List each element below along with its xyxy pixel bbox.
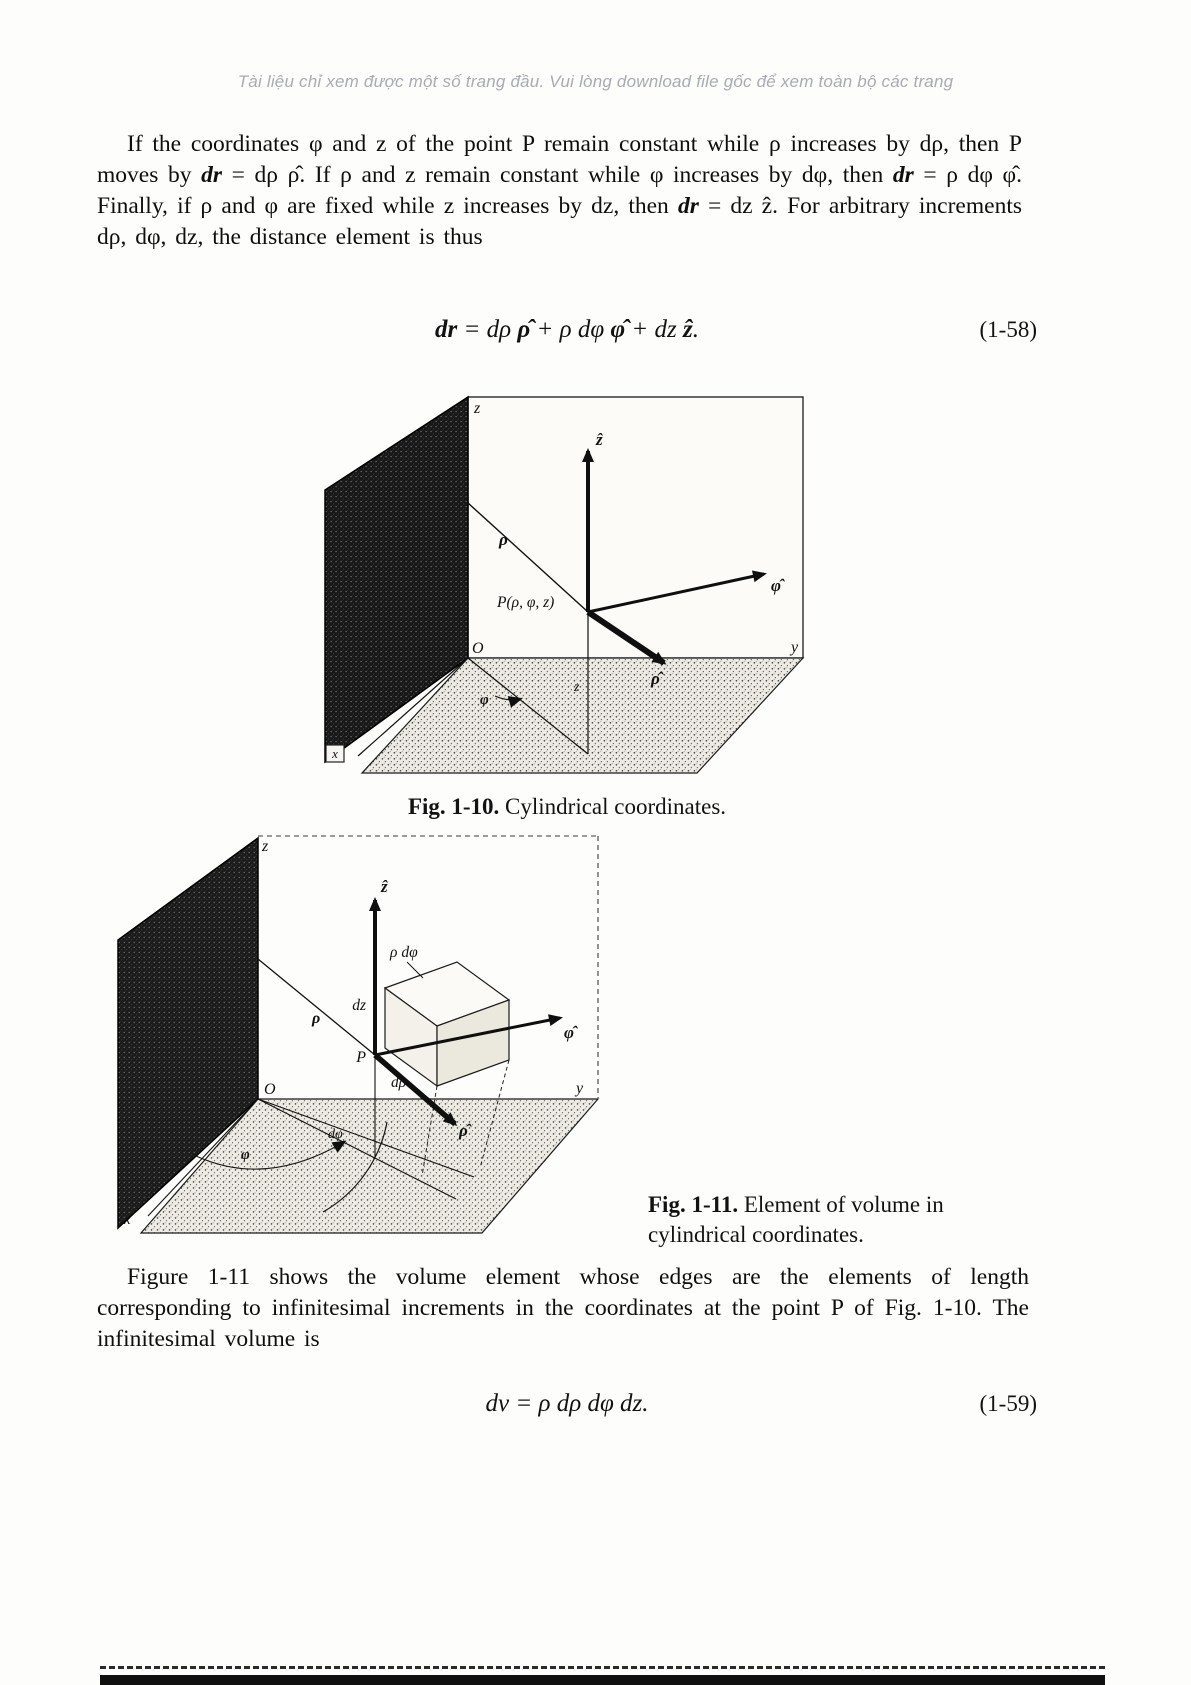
fig111-x-axis-label: x bbox=[124, 1212, 131, 1228]
equation-1-58-body bbox=[435, 316, 699, 343]
equation-1-58-rhohat: ρ̂ bbox=[517, 316, 531, 343]
equation-1-58-period: . bbox=[692, 316, 699, 343]
fig111-rho-label: ρ bbox=[312, 1010, 321, 1027]
equation-1-59-number: (1-59) bbox=[979, 1391, 1037, 1416]
fig110-point-p-label: P(ρ, φ, z) bbox=[497, 594, 555, 611]
fig111-point-p-label: P bbox=[356, 1049, 366, 1066]
paragraph-volume-element: Figure 1-11 shows the volume element whose edges are the elements of length corresponding to infinitesimal increments in the coordinates at the point P of Fig. 1-10. The infinitesimal volume is bbox=[97, 1264, 1029, 1352]
paragraph-intro-seg1: If the coordinates φ and z of the point P remain constant while ρ increases by dρ, then P moves by bbox=[97, 131, 1022, 188]
figure-1-10-caption-text: Cylindrical coordinates. bbox=[505, 794, 727, 819]
fig110-z-hat-label: ẑ bbox=[596, 430, 603, 449]
figure-1-11-caption-text1: Element of volume in bbox=[743, 1192, 944, 1217]
paragraph-intro-seg4: = dz ẑ. For arbitrary increments dρ, dφ, dz, the distance element is thus bbox=[97, 193, 1022, 250]
fig111-origin-label: O bbox=[264, 1081, 276, 1098]
figure-1-11-caption-line2: cylindrical coordinates. bbox=[648, 1222, 864, 1247]
figure-1-11-volume-element bbox=[108, 826, 653, 1251]
figure-1-11-caption bbox=[648, 1190, 1048, 1250]
fig110-phi-hat-label: φ̂ bbox=[771, 576, 781, 595]
fig110-x-axis-label: x bbox=[332, 746, 338, 761]
equation-1-58-dr: dr bbox=[435, 316, 458, 343]
equation-1-58-mid3: + dz bbox=[625, 316, 683, 343]
fig110-phi-angle-label: φ bbox=[480, 692, 489, 708]
figure-1-10-caption-label: Fig. 1-10. bbox=[407, 794, 500, 819]
figure-1-11-caption-label: Fig. 1-11. bbox=[648, 1192, 739, 1217]
paragraph-intro-seg2: = dρ ρ̂. If ρ and z remain constant while φ increases by dφ, then bbox=[222, 162, 893, 188]
page-bottom-dashed-line bbox=[100, 1666, 1105, 1669]
fig110-z-height-label: z bbox=[574, 680, 580, 695]
page-bottom-black-bar bbox=[100, 1675, 1105, 1685]
equation-1-58-zhat: ẑ bbox=[682, 316, 693, 343]
equation-1-58-phihat: φ̂ bbox=[610, 316, 626, 343]
fig111-dz-label: dz bbox=[352, 997, 366, 1014]
equation-1-58-mid1: = dρ bbox=[457, 316, 518, 343]
figure-1-11-caption-line1 bbox=[648, 1190, 1048, 1220]
fig111-y-axis-label: y bbox=[576, 1080, 584, 1097]
equation-1-59 bbox=[97, 1390, 1037, 1418]
paragraph-intro-dr-1: dr bbox=[201, 162, 223, 188]
equation-1-59-dv: dv bbox=[485, 1390, 510, 1417]
preview-watermark-text: Tài liệu chỉ xem được một số trang đầu. Vui lòng download file gốc để xem toàn bộ các trang bbox=[237, 72, 954, 91]
figure-1-10-caption bbox=[97, 794, 1037, 820]
fig111-z-axis-label: z bbox=[262, 838, 269, 855]
equation-1-58-mid2: + ρ dφ bbox=[530, 316, 611, 343]
fig111-z-hat-label: ẑ bbox=[381, 877, 388, 896]
fig110-z-axis-label: z bbox=[474, 400, 481, 417]
fig110-rho-label: ρ bbox=[499, 530, 508, 549]
paragraph-intro-dr-2: dr bbox=[892, 162, 914, 188]
paragraph-intro-seg3: = ρ dφ φ̂. Finally, if ρ and φ are fixed while z increases by dz, then bbox=[97, 162, 1022, 219]
fig111-rho-dphi-pointer-line bbox=[407, 962, 423, 978]
fig111-rho-dphi-label: ρ dφ bbox=[390, 944, 418, 961]
equation-1-58-number: (1-58) bbox=[979, 317, 1037, 342]
fig110-y-axis-label: y bbox=[791, 639, 799, 656]
figure-1-10-cylindrical-coordinates bbox=[315, 385, 820, 785]
equation-1-58 bbox=[97, 316, 1037, 344]
fig111-drho-label: dρ bbox=[391, 1074, 407, 1091]
equation-1-59-body bbox=[485, 1390, 648, 1417]
fig111-dphi-angle-label: dφ bbox=[328, 1127, 343, 1142]
paragraph-intro-dr-3: dr bbox=[677, 193, 699, 219]
fig111-phi-hat-label: φ̂ bbox=[564, 1023, 574, 1042]
fig111-rho-hat-label: ρ̂ bbox=[459, 1121, 468, 1140]
fig110-rho-hat-label: ρ̂ bbox=[651, 669, 660, 688]
fig110-origin-label: O bbox=[472, 640, 484, 657]
paragraph-intro bbox=[97, 129, 1022, 253]
fig111-phi-angle-label: φ bbox=[241, 1147, 250, 1163]
equation-1-59-rest: = ρ dρ dφ dz. bbox=[509, 1390, 649, 1417]
fig110-back-plane bbox=[468, 397, 803, 658]
